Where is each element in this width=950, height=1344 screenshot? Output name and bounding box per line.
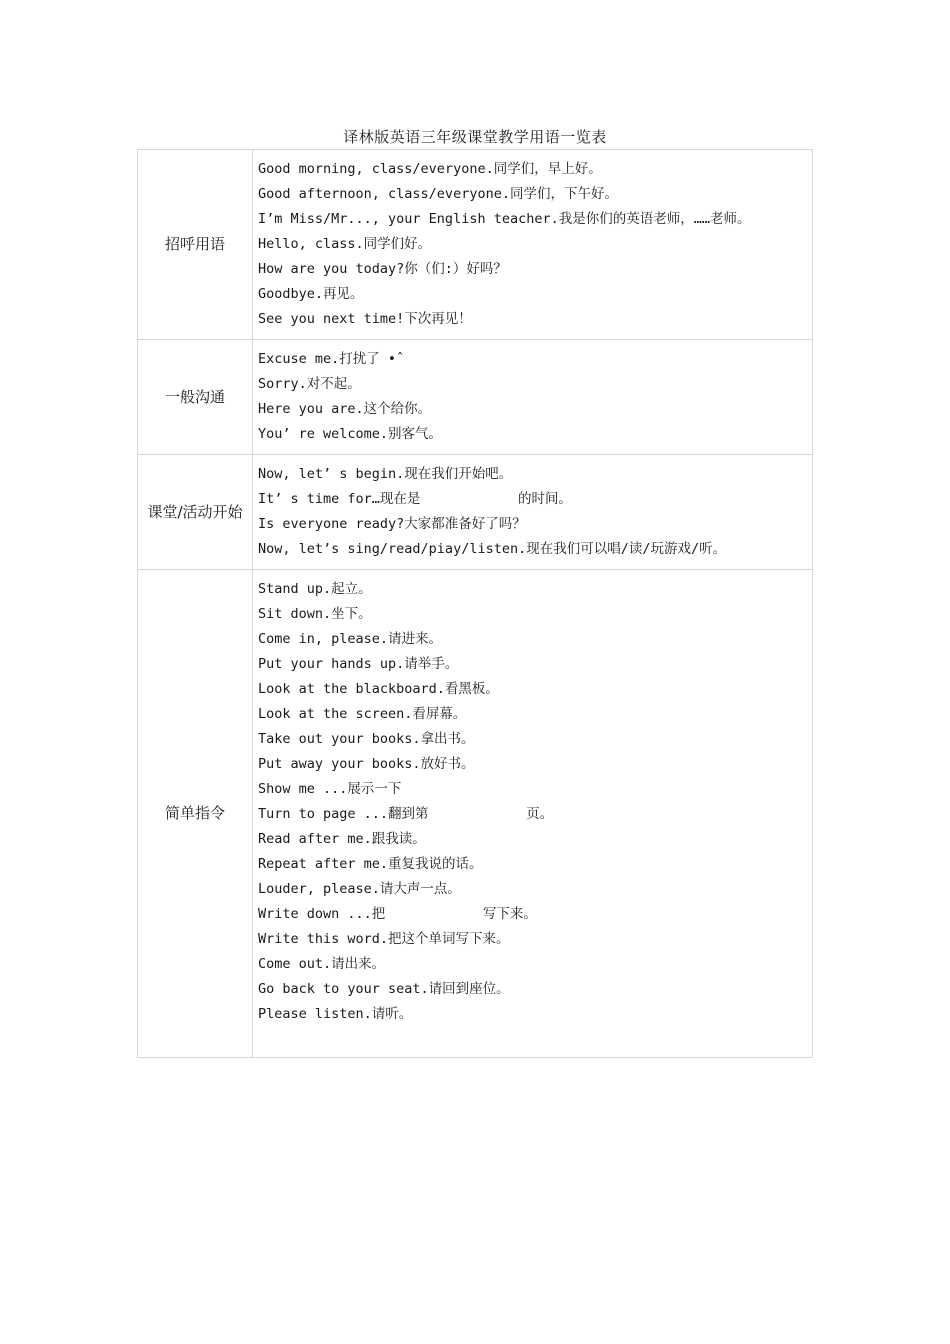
category-cell-communication: 一般沟通 [138, 340, 253, 455]
phrase-line: Here you are.这个给你。 [258, 401, 432, 417]
category-cell-activity-start: 课堂/活动开始 [138, 455, 253, 570]
phrase-line: Now, let’ s begin.现在我们开始吧。 [258, 466, 513, 482]
phrase-line: Good afternoon, class/everyone.同学们，下午好。 [258, 186, 618, 202]
phrase-line: Take out your books.拿出书。 [258, 731, 475, 747]
table-row-greetings [138, 150, 813, 340]
phrase-line: Come in, please.请进来。 [258, 631, 443, 647]
phrase-line: Look at the blackboard.看黑板。 [258, 681, 499, 697]
phrase-line: Go back to your seat.请回到座位。 [258, 981, 510, 997]
table-row-commands [138, 570, 813, 1058]
phrase-line: Put your hands up.请举手。 [258, 656, 459, 672]
table-row-activity-start [138, 455, 813, 570]
phrase-line: Turn to page ...翻到第 页。 [258, 806, 554, 822]
category-cell-commands: 简单指令 [138, 570, 253, 1058]
phrase-line: Now, let’s sing/read/piay/listen.现在我们可以唱/读/玩游戏/听。 [258, 541, 727, 557]
phrase-cell-communication [253, 340, 813, 455]
phrase-line: I’m Miss/Mr..., your English teacher.我是你们的英语老师，……老师。 [258, 211, 751, 227]
phrase-line: Excuse me.打扰了 •ˆ [258, 351, 405, 367]
phrase-line: Repeat after me.重复我说的话。 [258, 856, 483, 872]
phrase-line: Sit down.坐下。 [258, 606, 372, 622]
phrase-line: How are you today?你（们:）好吗？ [258, 261, 507, 277]
phrase-line: Write down ...把 写下来。 [258, 906, 537, 922]
phrase-line: Read after me.跟我读。 [258, 831, 426, 847]
phrase-line: Hello, class.同学们好。 [258, 236, 432, 252]
phrase-cell-commands [253, 570, 813, 1058]
phrase-line: Good morning, class/everyone.同学们，早上好。 [258, 161, 602, 177]
category-cell-greetings: 招呼用语 [138, 150, 253, 340]
table-row-communication [138, 340, 813, 455]
phrase-line: Show me ...展示一下 [258, 781, 402, 797]
phrase-cell-activity-start [253, 455, 813, 570]
phrase-line: Stand up.起立。 [258, 581, 372, 597]
phrase-line: See you next time!下次再见！ [258, 311, 472, 327]
phrase-line: Goodbye.再见。 [258, 286, 364, 302]
phrase-line: It’ s time for…现在是 的时间。 [258, 491, 572, 507]
phrase-cell-greetings [253, 150, 813, 340]
phrase-line: Put away your books.放好书。 [258, 756, 475, 772]
phrase-line: You’ re welcome.别客气。 [258, 426, 443, 442]
phrase-line: Look at the screen.看屏幕。 [258, 706, 467, 722]
phrase-line: Please listen.请听。 [258, 1006, 413, 1022]
phrase-line: Write this word.把这个单词写下来。 [258, 931, 510, 947]
document-title: 译林版英语三年级课堂教学用语一览表 [343, 128, 607, 146]
phrase-line: Louder, please.请大声一点。 [258, 881, 461, 897]
phrase-line: Come out.请出来。 [258, 956, 386, 972]
phrase-line: Is everyone ready?大家都准备好了吗？ [258, 516, 526, 532]
classroom-phrase-table [137, 149, 813, 1058]
phrase-line: Sorry.对不起。 [258, 376, 361, 392]
